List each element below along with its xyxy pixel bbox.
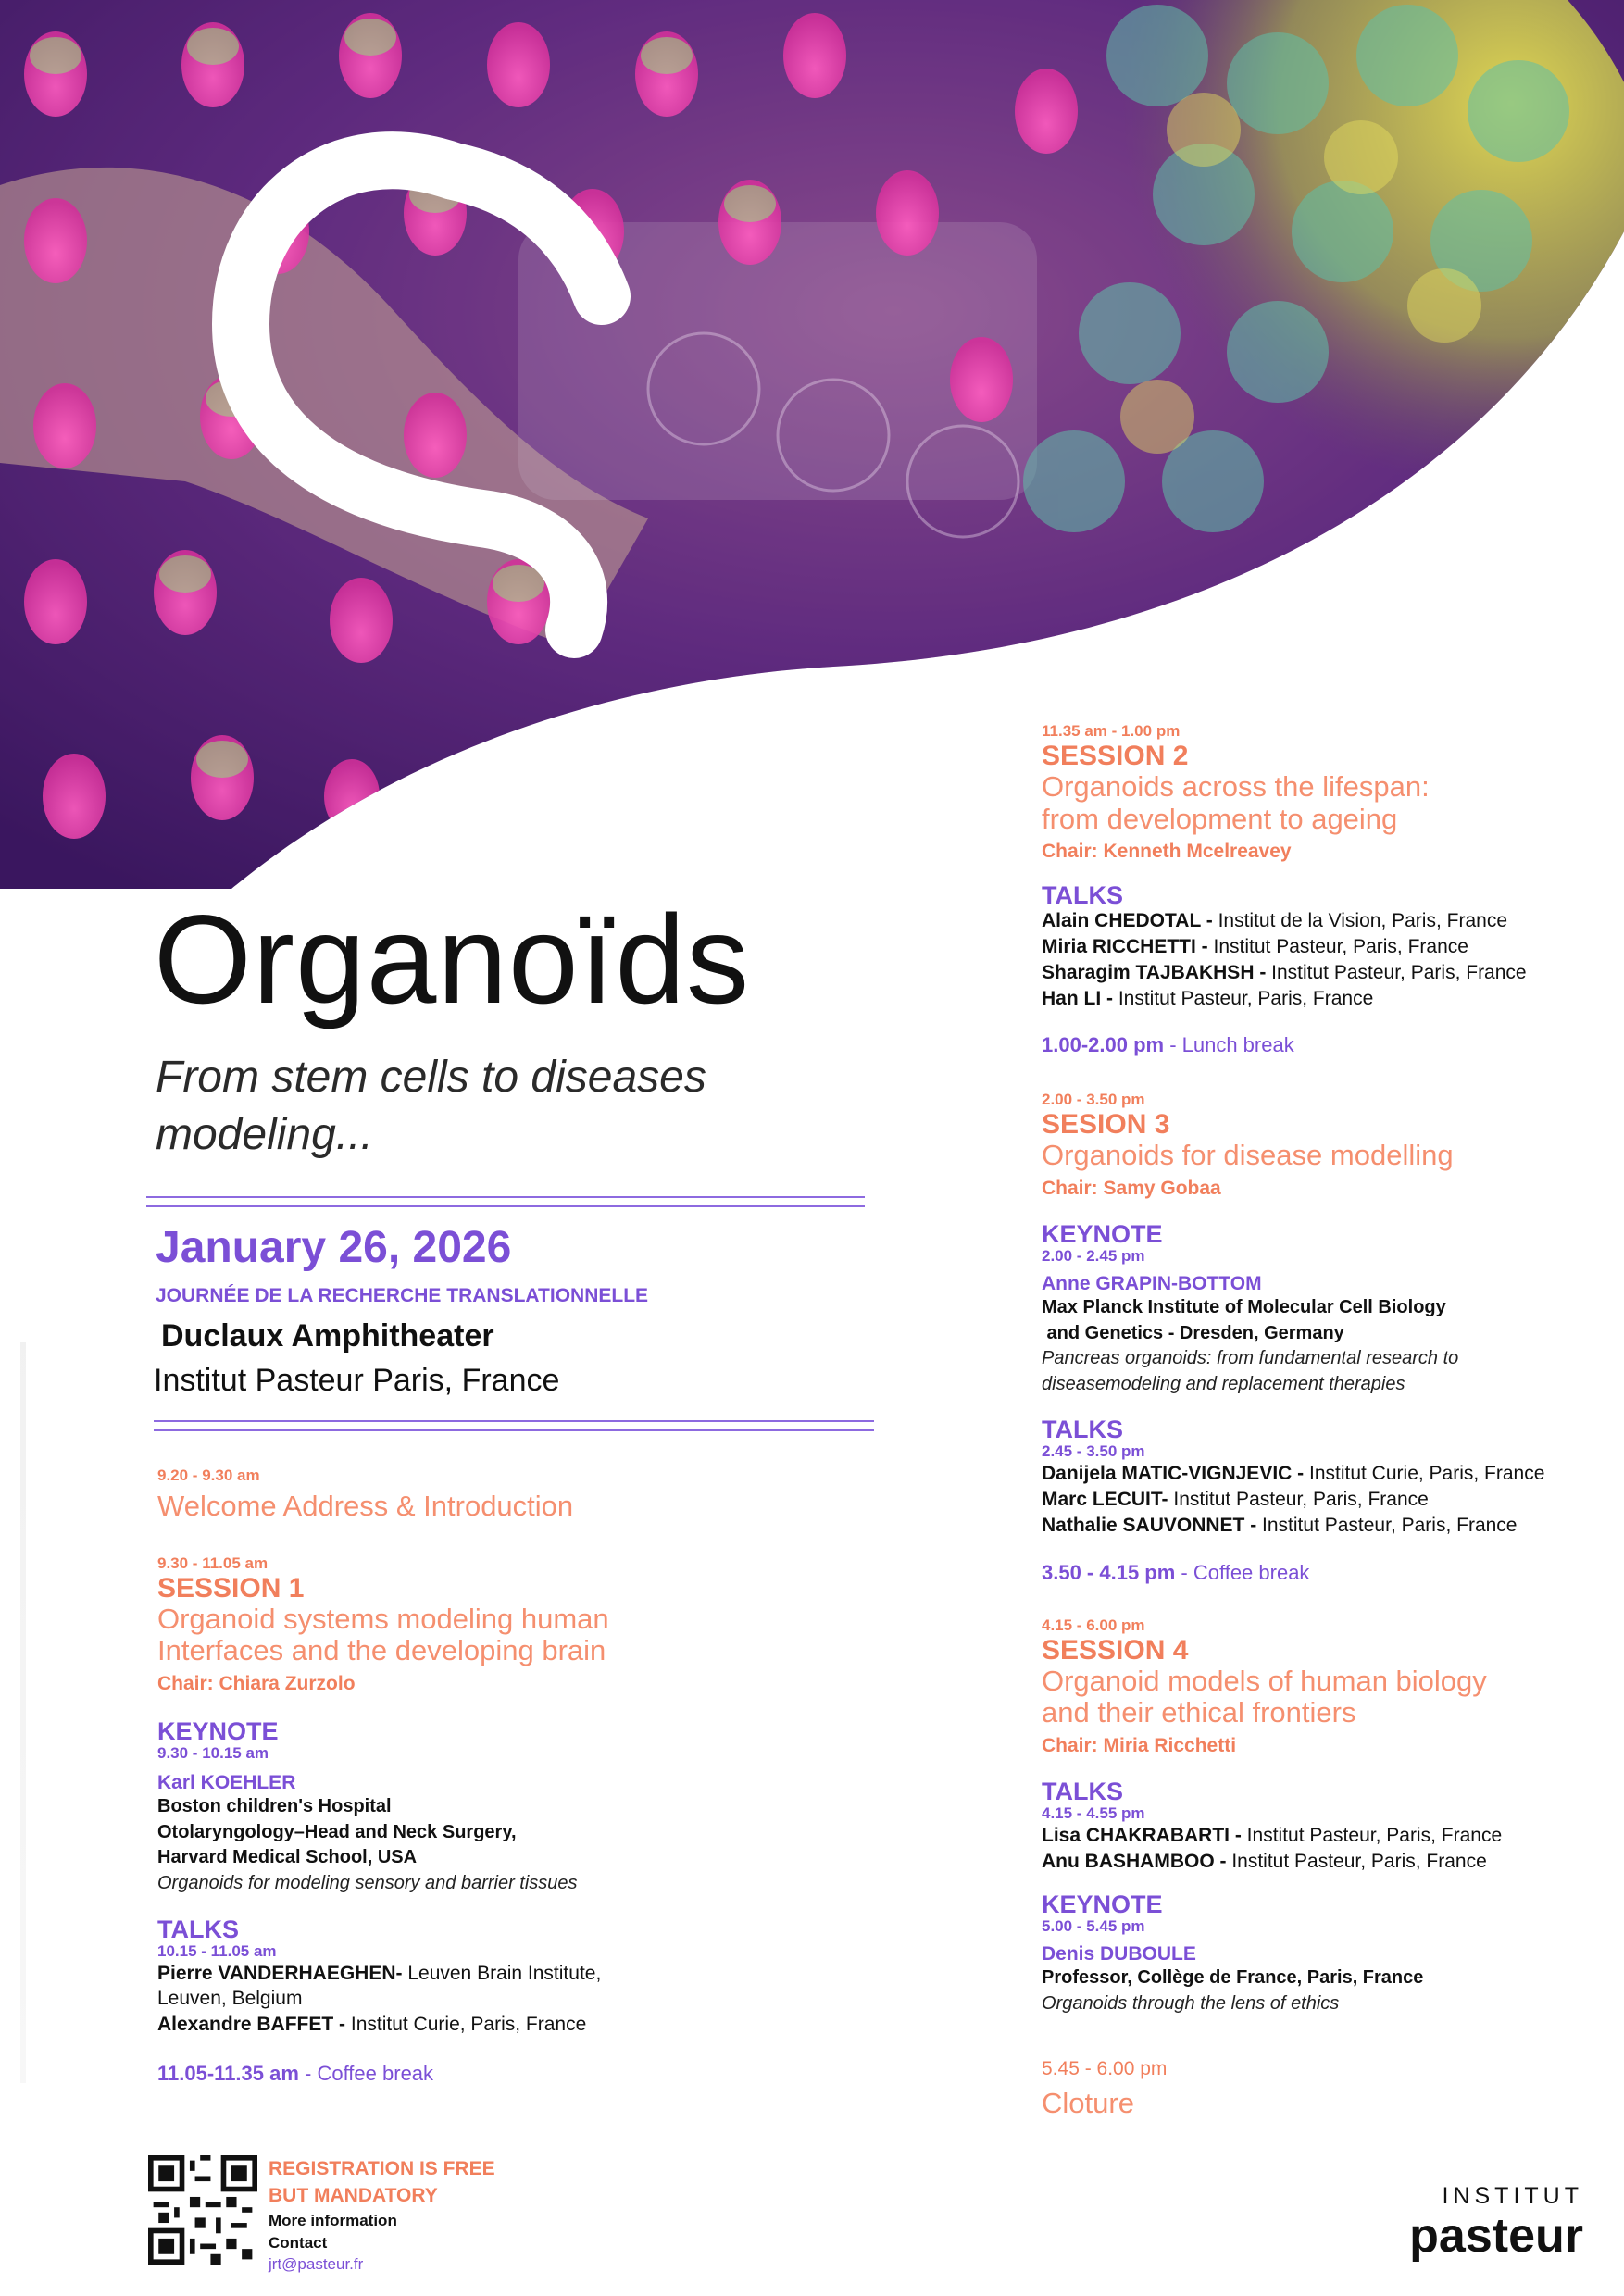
more-information-label: More information [269,2211,397,2229]
event-subtitle-line1: From stem cells to diseases [156,1053,706,1102]
event-subtitle-line2: modeling... [156,1110,373,1159]
registration-qr-code[interactable] [148,2155,257,2265]
session4-keynote-affiliation: Professor, Collège de France, Paris, France [1042,1967,1424,1989]
session3-keynote-label: KEYNOTE [1042,1220,1163,1249]
session4-talk-item: Lisa CHAKRABARTI - Institut Pasteur, Paris, France [1042,1825,1503,1846]
right-program-column [1042,722,1597,2119]
session3-keynote-time: 2.00 - 2.45 pm [1042,1247,1145,1266]
session3-chair: Chair: Samy Gobaa [1042,1178,1221,1200]
session3-talks-label: TALKS [1042,1416,1123,1444]
session4-label: SESSION 4 [1042,1634,1189,1666]
event-title: Organoïds [154,889,751,1029]
session1-keynote-talk: Organoids for modeling sensory and barrier tissues [157,1872,578,1893]
session4-keynote-talk: Organoids through the lens of ethics [1042,1993,1340,2015]
divider-bottom-2 [154,1429,874,1431]
session2-subtitle-1: Organoids across the lifespan: [1042,770,1430,803]
session4-time: 4.15 - 6.00 pm [1042,1616,1145,1634]
session2-talk-item: Alain CHEDOTAL - Institut de la Vision, Paris, France [1042,910,1507,932]
session1-label: SESSION 1 [157,1572,305,1603]
session2-subtitle-2: from development to ageing [1042,802,1398,835]
session1-chair: Chair: Chiara Zurzolo [157,1673,356,1695]
coffee-break-2: 3.50 - 4.15 pm - Coffee break [1042,1560,1310,1584]
session4-talks-time: 4.15 - 4.55 pm [1042,1804,1145,1822]
session1-keynote-affiliation-2: Otolaryngology–Head and Neck Surgery, [157,1821,517,1842]
closing-time: 5.45 - 6.00 pm [1042,2057,1168,2079]
divider-top-2 [146,1205,865,1207]
session3-talks-time: 2.45 - 3.50 pm [1042,1442,1145,1461]
session4-chair: Chair: Miria Ricchetti [1042,1735,1237,1756]
welcome-title: Welcome Address & Introduction [157,1490,574,1522]
session2-talk-item: Sharagim TAJBAKHSH - Institut Pasteur, Paris, France [1042,961,1527,983]
session2-time: 11.35 am - 1.00 pm [1042,722,1181,740]
session4-keynote-label: KEYNOTE [1042,1890,1163,1919]
divider-top-1 [146,1196,865,1198]
session1-subtitle-1: Organoid systems modeling human [157,1602,609,1635]
session3-talk-item: Nathalie SAUVONNET - Institut Pasteur, Paris, France [1042,1514,1518,1536]
event-organizer: JOURNÉE DE LA RECHERCHE TRANSLATIONNELLE [156,1285,649,1306]
registration-line2: BUT MANDATORY [269,2185,438,2207]
session3-subtitle: Organoids for disease modelling [1042,1139,1454,1172]
logo-institut-text: INSTITUT [1442,2183,1583,2209]
session1-keynote-time: 9.30 - 10.15 am [157,1744,269,1763]
session1-keynote-affiliation-1: Boston children's Hospital [157,1796,392,1817]
image-credit-vertical [20,1342,26,2083]
session3-talk-item: Danijela MATIC-VIGNJEVIC - Institut Curie, Paris, France [1042,1463,1545,1485]
session3-label: SESION 3 [1042,1109,1170,1141]
session3-keynote-talk-2: diseasemodeling and replacement therapies [1042,1373,1405,1394]
session2-talk-item: Han LI - Institut Pasteur, Paris, France [1042,987,1374,1009]
lunch-break: 1.00-2.00 pm - Lunch break [1042,1033,1294,1057]
session4-keynote-time: 5.00 - 5.45 pm [1042,1917,1145,1936]
session3-keynote-talk-1: Pancreas organoids: from fundamental research to [1042,1348,1459,1369]
session2-chair: Chair: Kenneth Mcelreavey [1042,841,1292,863]
event-location: Institut Pasteur Paris, France [154,1363,560,1398]
session3-talk-item: Marc LECUIT- Institut Pasteur, Paris, France [1042,1489,1429,1511]
session2-talk-item: Miria RICCHETTI - Institut Pasteur, Paris, France [1042,936,1468,958]
session2-talks-label: TALKS [1042,881,1123,910]
session4-subtitle-2: and their ethical frontiers [1042,1696,1356,1729]
institut-pasteur-logo[interactable] [1380,2183,1583,2263]
welcome-time: 9.20 - 9.30 am [157,1466,260,1484]
coffee-break-1: 11.05-11.35 am - Coffee break [157,2061,434,2085]
contact-email-link[interactable]: jrt@pasteur.fr [269,2255,364,2274]
registration-info [269,2155,495,2276]
contact-label: Contact [269,2233,328,2252]
session1-subtitle-2: Interfaces and the developing brain [157,1634,606,1667]
session3-keynote-affiliation-2: and Genetics - Dresden, Germany [1042,1322,1344,1343]
session1-talks-time: 10.15 - 11.05 am [157,1941,277,1960]
event-venue: Duclaux Amphitheater [161,1318,494,1354]
session3-keynote-affiliation-1: Max Planck Institute of Molecular Cell Biology [1042,1297,1446,1318]
event-date: January 26, 2026 [156,1223,512,1272]
session1-keynote-affiliation-3: Harvard Medical School, USA [157,1847,418,1868]
session1-talk-item: Leuven, Belgium [157,1988,303,2010]
left-program-column [157,1466,731,2086]
session3-time: 2.00 - 3.50 pm [1042,1091,1145,1109]
session1-time: 9.30 - 11.05 am [157,1554,269,1572]
session4-subtitle-1: Organoid models of human biology [1042,1664,1487,1697]
session3-keynote-speaker: Anne GRAPIN-BOTTOM [1042,1273,1262,1295]
registration-line1: REGISTRATION IS FREE [269,2158,495,2179]
session4-talk-item: Anu BASHAMBOO - Institut Pasteur, Paris, France [1042,1850,1487,1872]
session1-talk-item: Pierre VANDERHAEGHEN- Leuven Brain Institute, [157,1962,602,1984]
session1-keynote-label: KEYNOTE [157,1717,279,1746]
closing-title: Cloture [1042,2086,1134,2119]
session1-talks-label: TALKS [157,1915,239,1943]
logo-pasteur-text: pasteur [1409,2209,1583,2263]
session4-keynote-speaker: Denis DUBOULE [1042,1943,1196,1965]
session1-talk-item: Alexandre BAFFET - Institut Curie, Paris, France [157,2013,587,2035]
divider-bottom-1 [154,1420,874,1422]
session4-talks-label: TALKS [1042,1778,1123,1805]
session1-keynote-speaker: Karl KOEHLER [157,1772,296,1794]
session2-label: SESSION 2 [1042,741,1189,771]
